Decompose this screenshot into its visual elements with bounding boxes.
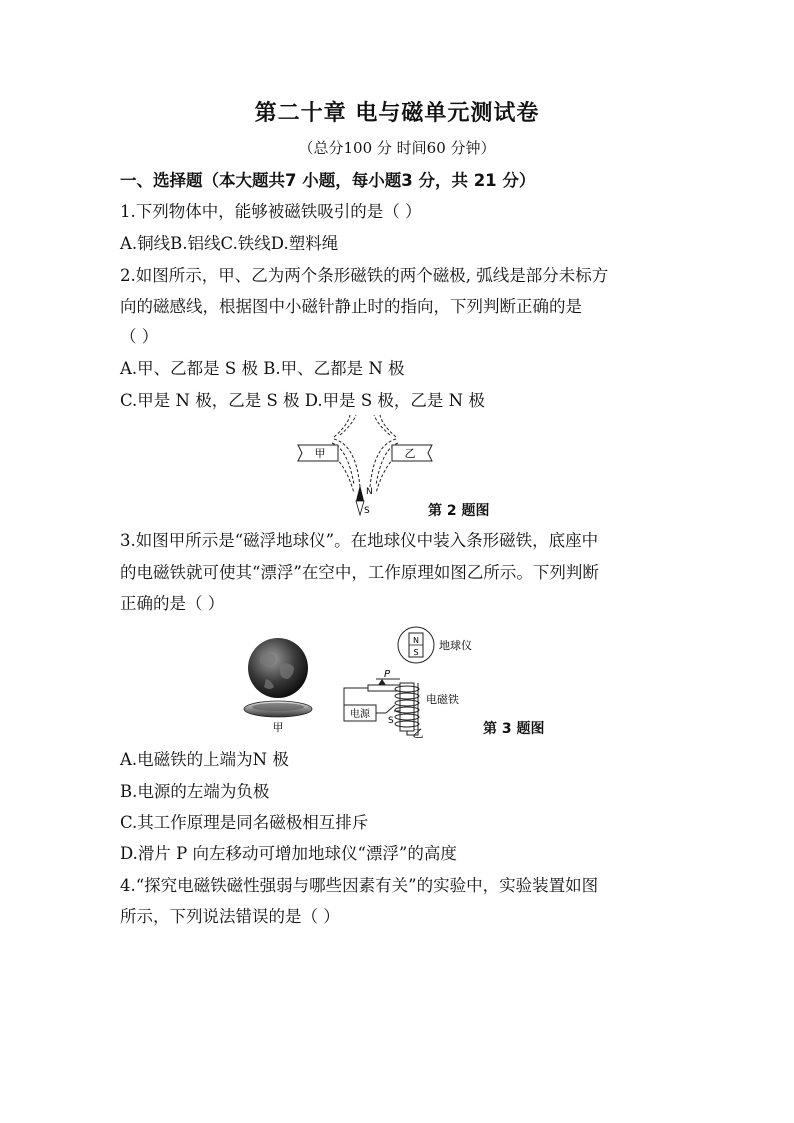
q2-figure xyxy=(290,415,440,517)
q3-option-c: C.其工作原理是同名磁极相互排斥 xyxy=(120,813,369,832)
electromagnet-coil xyxy=(395,686,419,727)
magnet-right-label: 乙 xyxy=(404,447,416,460)
fig-jia-label: 甲 xyxy=(272,721,284,734)
magnet-left-label: 甲 xyxy=(314,447,326,460)
q2-option-cd: C.甲是 N 极，乙是 S 极 D.甲是 S 极，乙是 N 极 xyxy=(120,391,485,410)
needle-s-label: S xyxy=(364,506,370,516)
q4-stem-line2: 所示，下列说法错误的是（ ） xyxy=(120,907,340,926)
fig-yi-label: 乙 xyxy=(412,727,424,740)
q3-option-a: A.电磁铁的上端为N 极 xyxy=(120,750,289,769)
page-title: 第二十章 电与磁单元测试卷 xyxy=(254,101,540,126)
switch-s-label: S xyxy=(388,716,394,726)
q3-globe-figure xyxy=(238,635,318,735)
switch-s xyxy=(386,705,395,713)
section-heading: 一、选择题（本大题共7 小题，每小题3 分，共 21 分） xyxy=(120,171,536,190)
coil-label: 电磁铁 xyxy=(426,693,459,706)
q3-option-b: B.电源的左端为负极 xyxy=(120,782,270,801)
q4-stem-line1: 4.“探究电磁铁磁性强弱与哪些因素有关”的实验中，实验装置如图 xyxy=(120,876,599,895)
q2-option-ab: A.甲、乙都是 S 极 B.甲、乙都是 N 极 xyxy=(120,359,405,378)
q3-stem-line3: 正确的是（ ） xyxy=(120,594,225,613)
magnet-s-label: S xyxy=(413,648,419,657)
globe-label: 地球仪 xyxy=(439,639,472,652)
q1-options: A.铜线B.铝线C.铁线D.塑料绳 xyxy=(120,234,339,253)
power-label: 电源 xyxy=(350,709,370,720)
field-lines xyxy=(332,415,398,493)
q3-circuit-figure xyxy=(338,625,488,740)
q2-caption: 第 2 题图 xyxy=(428,503,490,519)
magnet-n-label: N xyxy=(413,636,419,645)
q1-stem: 1.下列物体中，能够被磁铁吸引的是（ ） xyxy=(120,202,422,221)
page-subtitle: （总分100 分 时间60 分钟） xyxy=(298,139,496,157)
needle-n-label: N xyxy=(366,487,373,497)
globe-sphere xyxy=(248,638,308,698)
q2-stem-line3: （ ） xyxy=(120,327,159,346)
q2-stem-line2: 向的磁感线，根据图中小磁针静止时的指向，下列判断正确的是 xyxy=(120,297,582,316)
q3-option-d: D.滑片 P 向左移动可增加地球仪“漂浮”的高度 xyxy=(120,844,457,863)
q3-stem-line2: 的电磁铁就可使其“漂浮”在空中，工作原理如图乙所示。下列判断 xyxy=(120,563,599,582)
slider-p-label: P xyxy=(384,669,391,680)
q3-stem-line1: 3.如图甲所示是“磁浮地球仪”。在地球仪中装入条形磁铁，底座中 xyxy=(120,531,599,550)
q2-stem-line1: 2.如图所示，甲、乙为两个条形磁铁的两个磁极, 弧线是部分未标方 xyxy=(120,266,609,285)
compass-needle xyxy=(356,485,364,515)
q3-caption: 第 3 题图 xyxy=(483,721,545,737)
